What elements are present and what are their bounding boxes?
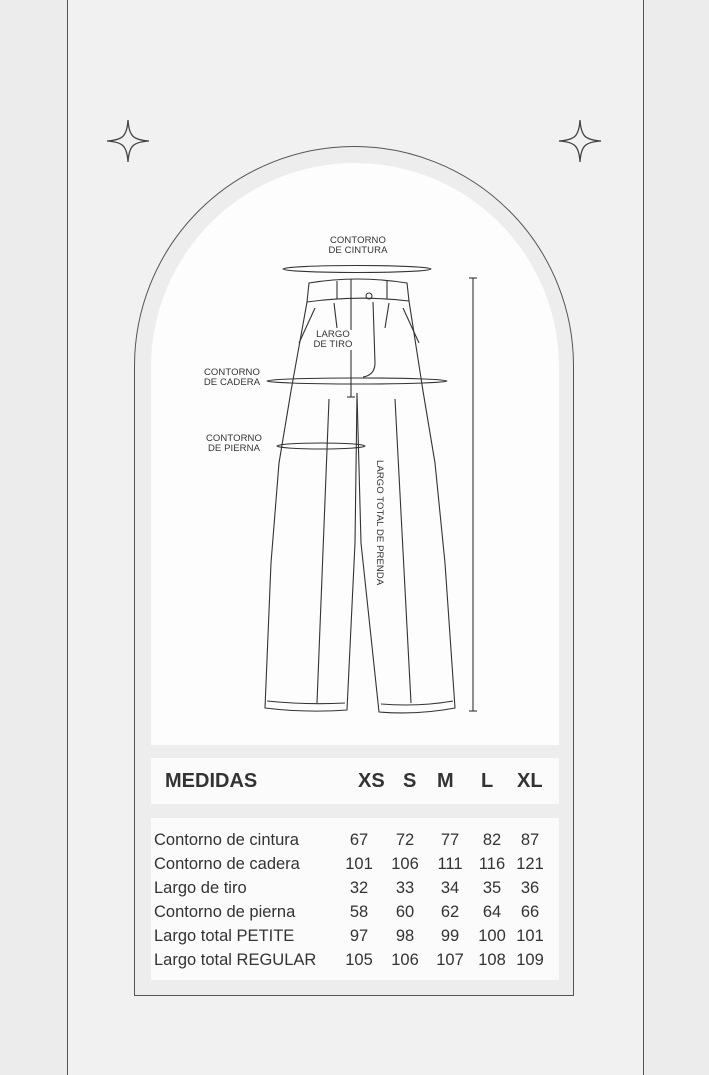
value-xl: 121: [516, 855, 544, 873]
value-s: 60: [395, 903, 415, 921]
sparkle-icon: [557, 118, 603, 164]
value-m: 34: [440, 879, 460, 897]
table-row: [151, 879, 559, 903]
rise-label: [306, 330, 360, 350]
row-label: Largo total PETITE: [154, 927, 295, 945]
rise-label-line1: LARGO: [316, 329, 350, 340]
size-table-header: [151, 758, 559, 804]
total-length-label: LARGO TOTAL DE PRENDA: [374, 460, 385, 586]
value-s: 98: [395, 927, 415, 945]
value-m: 111: [437, 855, 463, 873]
hip-label-line2: DE CADERA: [203, 377, 261, 388]
value-xl: 101: [516, 927, 544, 945]
size-header-xl: XL: [517, 770, 543, 792]
row-label: Largo de tiro: [154, 879, 247, 897]
value-xs: 101: [345, 855, 373, 873]
value-l: 116: [478, 855, 506, 873]
value-l: 35: [482, 879, 502, 897]
table-row: [151, 831, 559, 855]
value-xl: 36: [520, 879, 540, 897]
table-title: MEDIDAS: [165, 770, 258, 792]
value-xs: 58: [349, 903, 369, 921]
value-s: 106: [391, 951, 419, 969]
size-table-body: [151, 818, 559, 980]
rise-label-line2: DE TIRO: [313, 339, 353, 350]
left-border-line: [67, 0, 68, 1075]
leg-label: [194, 434, 274, 454]
leg-label-line1: CONTORNO: [205, 433, 263, 444]
hip-label-line1: CONTORNO: [203, 367, 261, 378]
waist-label: [318, 236, 398, 256]
size-header-l: L: [481, 770, 494, 792]
table-row: [151, 903, 559, 927]
value-s: 72: [395, 831, 415, 849]
value-xl: 109: [516, 951, 544, 969]
row-label: Largo total REGULAR: [154, 951, 317, 969]
table-row: [151, 855, 559, 879]
table-row: [151, 927, 559, 951]
value-l: 100: [478, 927, 506, 945]
waist-label-line1: CONTORNO: [329, 235, 387, 246]
value-xs: 67: [349, 831, 369, 849]
value-xs: 97: [349, 927, 369, 945]
size-header-m: M: [437, 770, 454, 792]
value-xl: 66: [520, 903, 540, 921]
size-header-xs: XS: [358, 770, 385, 792]
value-l: 64: [482, 903, 502, 921]
value-m: 62: [440, 903, 460, 921]
size-header-s: S: [403, 770, 417, 792]
value-m: 99: [440, 927, 460, 945]
sparkle-icon: [105, 118, 151, 164]
value-m: 77: [440, 831, 460, 849]
leg-label-line2: DE PIERNA: [207, 443, 261, 454]
value-l: 82: [482, 831, 502, 849]
right-border-line: [643, 0, 644, 1075]
row-label: Contorno de cadera: [154, 855, 300, 873]
hip-label: [192, 368, 272, 388]
value-m: 107: [436, 951, 464, 969]
row-label: Contorno de pierna: [154, 903, 296, 921]
value-s: 106: [391, 855, 419, 873]
value-xs: 105: [345, 951, 373, 969]
row-label: Contorno de cintura: [154, 831, 299, 849]
value-s: 33: [395, 879, 415, 897]
value-l: 108: [478, 951, 506, 969]
value-xl: 87: [520, 831, 540, 849]
waist-label-line2: DE CINTURA: [328, 245, 388, 256]
table-row: [151, 951, 559, 975]
value-xs: 32: [349, 879, 369, 897]
